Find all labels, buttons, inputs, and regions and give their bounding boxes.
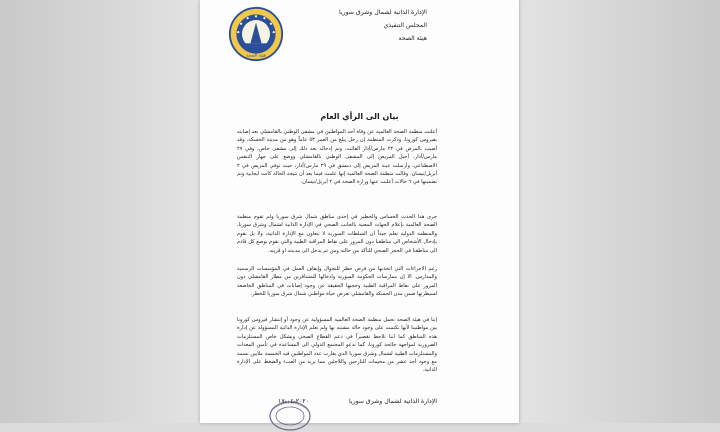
letterhead-org: الإدارة الذاتية لشمال وشرق سوريا <box>338 9 427 16</box>
letterhead-council: المجلس التنفيذي <box>383 22 427 29</box>
body-paragraph: أعلنت منظمة الصحة العالمية عن وفاة أحد المواطنين في مشفى الوطني بالقامشلي بعد إصابته بفيروس كورونا، وذكرت المنظمة إن رجل يبلغ من العمر ٥٣ عاماً وهو من مدينة الحسكة، وقد أصيب بالمرض في ٢٢ مارس/آذار الفائت، وتم إدخاله بعد ذلك إلى مشفى خاص، وفي ٢٧ مارس/آذار، أحيل المريض إلى المشفى الوطني بالقامشلي ووضع على جهاز التنفس الاصطناعي، وأرسلت عينة المريض إلى دمشق في ٢٩ مارس/آذار، حيث توفي المريض في ٢ أبريل/نيسان. وقالت منظمة الصحة العالمية إنها علمت فيما بعد أن نتيجة الحالة كانت ايجابية وتم تضمينها في ٦ حالات أعلنت عنها وزارة الصحة في ٢ أبريل/نيسان. <box>237 129 438 186</box>
document-page <box>200 0 519 423</box>
right-background <box>520 0 720 423</box>
body-paragraph: رغم الاجراءات التي اتخذنها من فرض حظر للتجوال وإيقاف العمل في المؤسسات الرسمية والمدارس. الا إن ممارسات الحكومة السورية وادخالها للمسافرين من مطار القامشلي دون المرور على نقاط المراقبة الطبية وحجبها الحقيقة عن وجود إصابات في المناطق الخاضعة لسيطرتها ضمن مدن الحسكة والقامشلي تعرض حياة مواطني شمال شرق سوريا للخطر. <box>237 266 437 298</box>
letterhead-department: هيئة الصحة <box>398 35 427 42</box>
document-date: ٢٠٢٠-٠٤-١٧ <box>278 398 310 405</box>
letterhead <box>307 6 427 45</box>
body-paragraph: إننا في هيئة الصحة نحمل منظمة الصحة العالمية المسؤولية عن وجود أو إنتشار فيروس كورونا بين مواطنينا لأنها تكتمت على وجود حالة مشتبه بها ولم تعلم الإدارة الذاتية المسؤولة عن إدارة هذه المناطق كما اننا نلاحظ تقصيراً في دعم القطاع الصحي وبشكل خاص المستلزمات الضرورية لمواجهة جائحة كورونا، كما ندعو المجتمع الدولي الى المساعدة في تأمين المعدات والمستلزمات الطبية لشمال وشرق سوريا الذي يقارب عدد المواطنين فيه الخمسة ملايين نسمة مع وجود أحد عشر من مخيمات للنازحين واللاجئين مما يزيد من العبء والضغط على الإدارة الذاتية. <box>237 317 437 374</box>
page-title: بيان الى الرأي العام <box>320 112 399 121</box>
body-paragraph: جرى هذا الحدث الحساس والخطير في إحدى مناطق شمال شرق سوريا ولم تقوم منظمة الصحة العالمية بإعلام الجهات المعنية بالجانب الصحي في الإدارة الذاتية لشمال وشرق سوريا، والمنظمة الدولية تعلم جيداً أن السلطات السورية لا تتعاون مع الإدارة الذاتية، ولا بل تقوم بإدخال الأشخاص الى مناطقنا دون المرور على نقاط المراقبة الطبية والتي نقوم بوضع كل قادم الى مناطقنا في الحجر الصحي للتأكد من حالته ومن ثم يدخل الى مدينته او قريته. <box>237 214 437 254</box>
left-background <box>0 0 200 423</box>
svg-text:هيئة الصحة: هيئة الصحة <box>246 52 266 58</box>
signatory: الإدارة الذاتية لشمال وشرق سوريا <box>348 398 437 405</box>
health-authority-seal-icon <box>228 6 284 62</box>
